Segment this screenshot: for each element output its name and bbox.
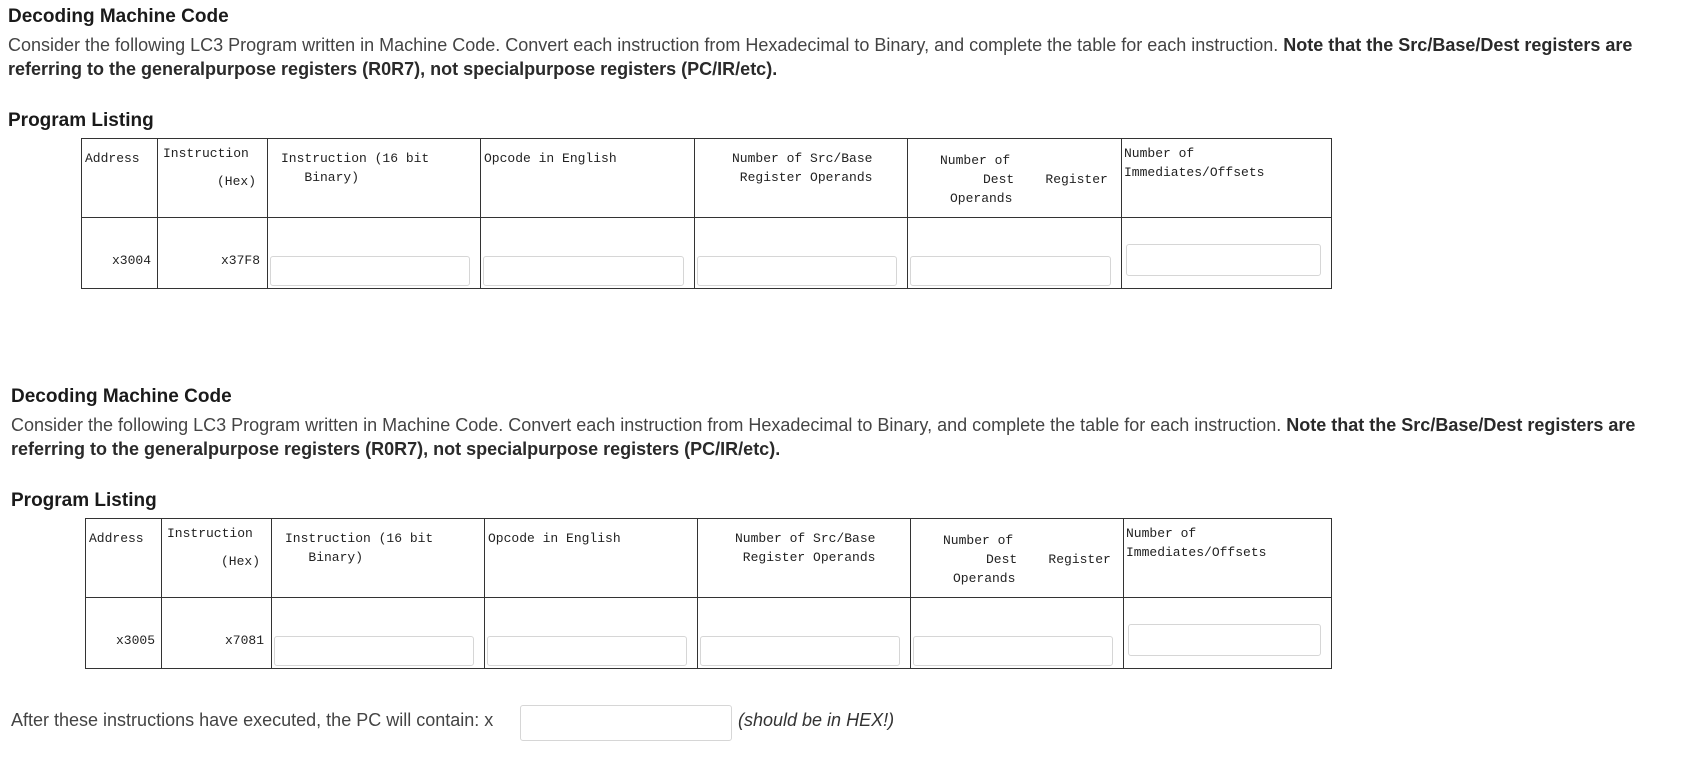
instruction-hex-cell: x7081: [162, 598, 272, 669]
program-table: [81, 138, 1332, 289]
header-dest: Number of Dest Register Operands: [908, 139, 1122, 218]
binary-input[interactable]: [274, 636, 474, 666]
immediates-count-input[interactable]: [1128, 624, 1321, 656]
section-title: Decoding Machine Code: [11, 386, 232, 407]
header-address: Address: [82, 139, 158, 218]
program-listing-title: Program Listing: [8, 110, 154, 131]
pc-note: (should be in HEX!): [738, 710, 895, 730]
program-listing-title: Program Listing: [11, 490, 157, 511]
header-src-base: Number of Src/Base Register Operands: [695, 139, 908, 218]
immediates-count-input[interactable]: [1126, 244, 1321, 276]
header-opcode: Opcode in English: [481, 139, 695, 218]
instruction-hex-cell: x37F8: [158, 218, 268, 289]
address-cell: x3004: [82, 218, 158, 289]
dest-count-input[interactable]: [910, 256, 1111, 286]
header-immediates: Number of Immediates/Offsets: [1122, 139, 1332, 218]
header-binary: Instruction (16 bit Binary): [268, 139, 481, 218]
header-opcode: Opcode in English: [485, 519, 698, 598]
pc-prompt: After these instructions have executed, the PC will contain: x: [11, 710, 494, 730]
instructions-text: Consider the following LC3 Program written in Machine Code. Convert each instruction from Hexadecimal to Binary, and complete the table for each instruction. Note that the Src/Base/Dest registers are referring to the generalpurpose registers (R0R7), not specialpurpose registers (PC/IR/etc).: [8, 35, 1633, 79]
header-address: Address: [86, 519, 162, 598]
section-title: Decoding Machine Code: [8, 6, 229, 27]
src-base-count-input[interactable]: [700, 636, 900, 666]
dest-count-input[interactable]: [913, 636, 1113, 666]
program-table: [85, 518, 1332, 669]
address-cell: x3005: [86, 598, 162, 669]
header-immediates: Number of Immediates/Offsets: [1124, 519, 1332, 598]
pc-answer-input[interactable]: [520, 705, 732, 741]
header-instruction-hex: Instruction (Hex): [162, 519, 272, 598]
table-row: [86, 598, 1332, 669]
opcode-input[interactable]: [487, 636, 687, 666]
binary-input[interactable]: [270, 256, 470, 286]
header-src-base: Number of Src/Base Register Operands: [698, 519, 911, 598]
src-base-count-input[interactable]: [697, 256, 897, 286]
header-binary: Instruction (16 bit Binary): [272, 519, 485, 598]
opcode-input[interactable]: [483, 256, 684, 286]
table-row: [82, 218, 1332, 289]
header-instruction-hex: Instruction (Hex): [158, 139, 268, 218]
header-dest: Number of Dest Register Operands: [911, 519, 1124, 598]
instructions-text: Consider the following LC3 Program written in Machine Code. Convert each instruction from Hexadecimal to Binary, and complete the table for each instruction. Note that the Src/Base/Dest registers are referring to the generalpurpose registers (R0R7), not specialpurpose registers (PC/IR/etc).: [11, 415, 1636, 459]
